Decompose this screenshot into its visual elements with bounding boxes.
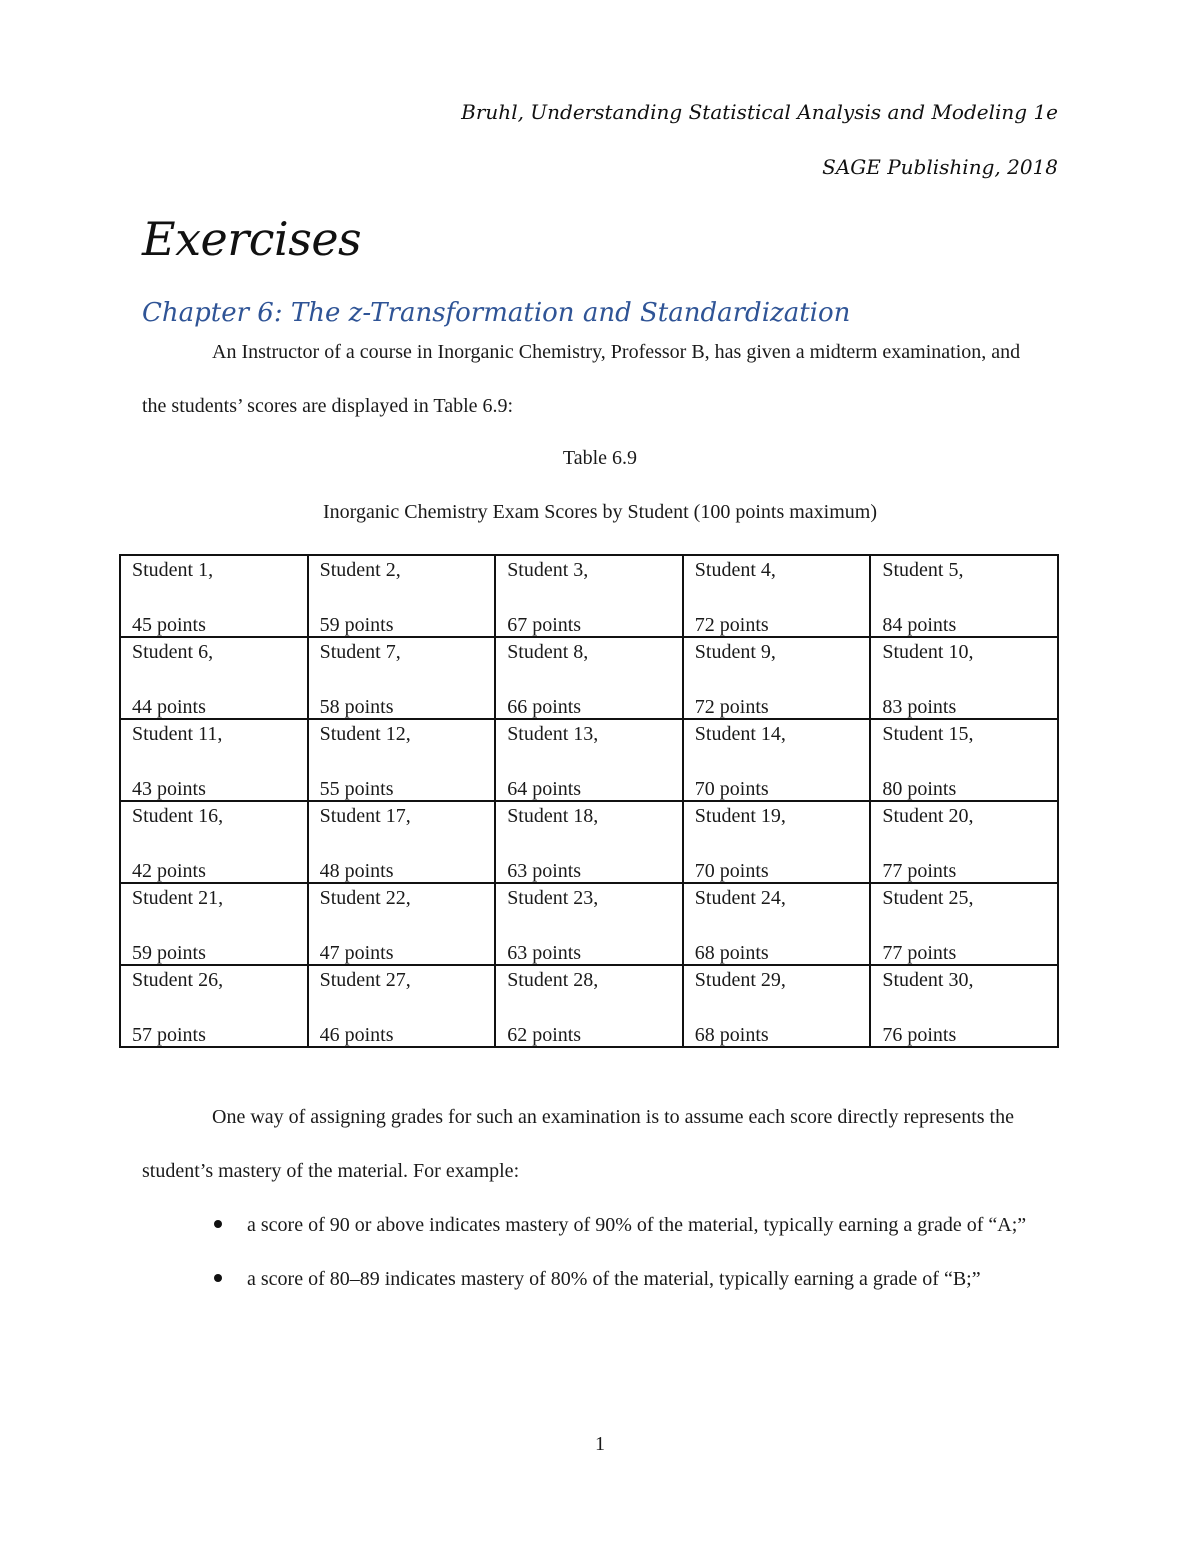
student-score: 63 points [507, 942, 582, 964]
exam-scores-table [119, 554, 1059, 1048]
student-name: Student 1, [132, 559, 214, 581]
student-score: 68 points [694, 1024, 769, 1046]
student-name: Student 25, [882, 887, 974, 909]
table-cell [870, 883, 1058, 965]
student-score: 62 points [507, 1024, 582, 1046]
student-name: Student 2, [319, 559, 401, 581]
table-caption: Inorganic Chemistry Exam Scores by Student (100 points maximum) [322, 501, 877, 523]
student-score: 77 points [882, 942, 957, 964]
student-score: 43 points [132, 778, 206, 800]
student-name: Student 15, [882, 723, 974, 745]
student-score: 72 points [694, 614, 769, 636]
student-score: 59 points [319, 614, 394, 636]
table-cell [870, 801, 1058, 883]
table-row [120, 965, 1058, 1047]
student-name: Student 3, [507, 559, 589, 581]
table-cell [495, 555, 683, 637]
table-cell [683, 719, 871, 801]
chapter-heading: Chapter 6: The z-Transformation and Standardization [142, 298, 851, 328]
table-cell [870, 555, 1058, 637]
table-cell [308, 801, 496, 883]
table-cell [120, 719, 308, 801]
student-name: Student 19, [694, 805, 786, 827]
student-score: 58 points [319, 696, 394, 718]
student-score: 67 points [507, 614, 582, 636]
student-score: 46 points [319, 1024, 394, 1046]
student-name: Student 4, [694, 559, 776, 581]
student-score: 63 points [507, 860, 582, 882]
student-name: Student 10, [882, 641, 974, 663]
student-name: Student 17, [319, 805, 411, 827]
student-name: Student 7, [319, 641, 401, 663]
table-cell [495, 965, 683, 1047]
page-number: 1 [595, 1433, 605, 1455]
bullet-icon [214, 1220, 222, 1228]
table-cell [120, 555, 308, 637]
student-name: Student 30, [882, 969, 974, 991]
student-name: Student 20, [882, 805, 974, 827]
bullet-text: a score of 90 or above indicates mastery of 90% of the material, typically earning a grade of “A;” [247, 1214, 1027, 1236]
student-name: Student 28, [507, 969, 599, 991]
table-cell [308, 883, 496, 965]
student-score: 80 points [882, 778, 957, 800]
grading-bullet-list [142, 1198, 1042, 1306]
student-name: Student 11, [132, 723, 223, 745]
student-score: 45 points [132, 614, 206, 636]
table-cell [495, 637, 683, 719]
student-score: 42 points [132, 860, 206, 882]
running-header-publisher: SAGE Publishing, 2018 [822, 155, 1058, 179]
table-row [120, 719, 1058, 801]
student-score: 83 points [882, 696, 957, 718]
student-name: Student 14, [694, 723, 786, 745]
exam-scores-table-body [120, 555, 1058, 1047]
table-cell [683, 965, 871, 1047]
table-cell [870, 965, 1058, 1047]
table-cell [683, 883, 871, 965]
student-name: Student 13, [507, 723, 599, 745]
table-row [120, 637, 1058, 719]
student-name: Student 9, [694, 641, 776, 663]
page-title: Exercises [142, 212, 362, 266]
table-cell [308, 637, 496, 719]
student-name: Student 22, [319, 887, 411, 909]
student-score: 77 points [882, 860, 957, 882]
table-cell [495, 719, 683, 801]
table-cell [870, 719, 1058, 801]
intro-paragraph: An Instructor of a course in Inorganic Chemistry, Professor B, has given a midterm examination, and the students’ scores are displayed in Table 6.9: [142, 341, 1021, 417]
student-name: Student 8, [507, 641, 589, 663]
table-cell [120, 965, 308, 1047]
grading-paragraph: One way of assigning grades for such an examination is to assume each score directly represents the student’s mastery of the material. For example: [142, 1106, 1014, 1182]
student-score: 68 points [694, 942, 769, 964]
table-row [120, 883, 1058, 965]
bullet-item [142, 1252, 1042, 1306]
bullet-item [142, 1198, 1042, 1252]
table-cell [120, 883, 308, 965]
table-cell [120, 801, 308, 883]
student-name: Student 12, [319, 723, 411, 745]
student-name: Student 23, [507, 887, 599, 909]
student-score: 44 points [132, 696, 206, 718]
student-name: Student 16, [132, 805, 224, 827]
student-score: 64 points [507, 778, 582, 800]
student-score: 55 points [319, 778, 394, 800]
table-cell [683, 555, 871, 637]
bullet-text: a score of 80–89 indicates mastery of 80% of the material, typically earning a grade of “B;” [247, 1268, 981, 1290]
student-score: 84 points [882, 614, 957, 636]
running-header-book-title: Bruhl, Understanding Statistical Analysis and Modeling 1e [461, 100, 1058, 124]
student-score: 76 points [882, 1024, 957, 1046]
table-cell [308, 555, 496, 637]
student-name: Student 24, [694, 887, 786, 909]
student-name: Student 27, [319, 969, 411, 991]
table-cell [683, 637, 871, 719]
student-score: 57 points [132, 1024, 206, 1046]
table-cell [120, 637, 308, 719]
student-name: Student 5, [882, 559, 964, 581]
table-cell [308, 965, 496, 1047]
student-score: 70 points [694, 860, 769, 882]
student-score: 48 points [319, 860, 394, 882]
table-row [120, 555, 1058, 637]
student-score: 47 points [319, 942, 394, 964]
student-score: 66 points [507, 696, 582, 718]
table-cell [683, 801, 871, 883]
student-name: Student 18, [507, 805, 599, 827]
student-name: Student 29, [694, 969, 786, 991]
table-cell [308, 719, 496, 801]
table-number: Table 6.9 [562, 447, 638, 469]
student-score: 72 points [694, 696, 769, 718]
student-score: 70 points [694, 778, 769, 800]
table-row [120, 801, 1058, 883]
table-cell [870, 637, 1058, 719]
student-name: Student 21, [132, 887, 224, 909]
table-cell [495, 883, 683, 965]
student-score: 59 points [132, 942, 206, 964]
student-name: Student 26, [132, 969, 224, 991]
student-name: Student 6, [132, 641, 214, 663]
bullet-icon [214, 1274, 222, 1282]
table-cell [495, 801, 683, 883]
